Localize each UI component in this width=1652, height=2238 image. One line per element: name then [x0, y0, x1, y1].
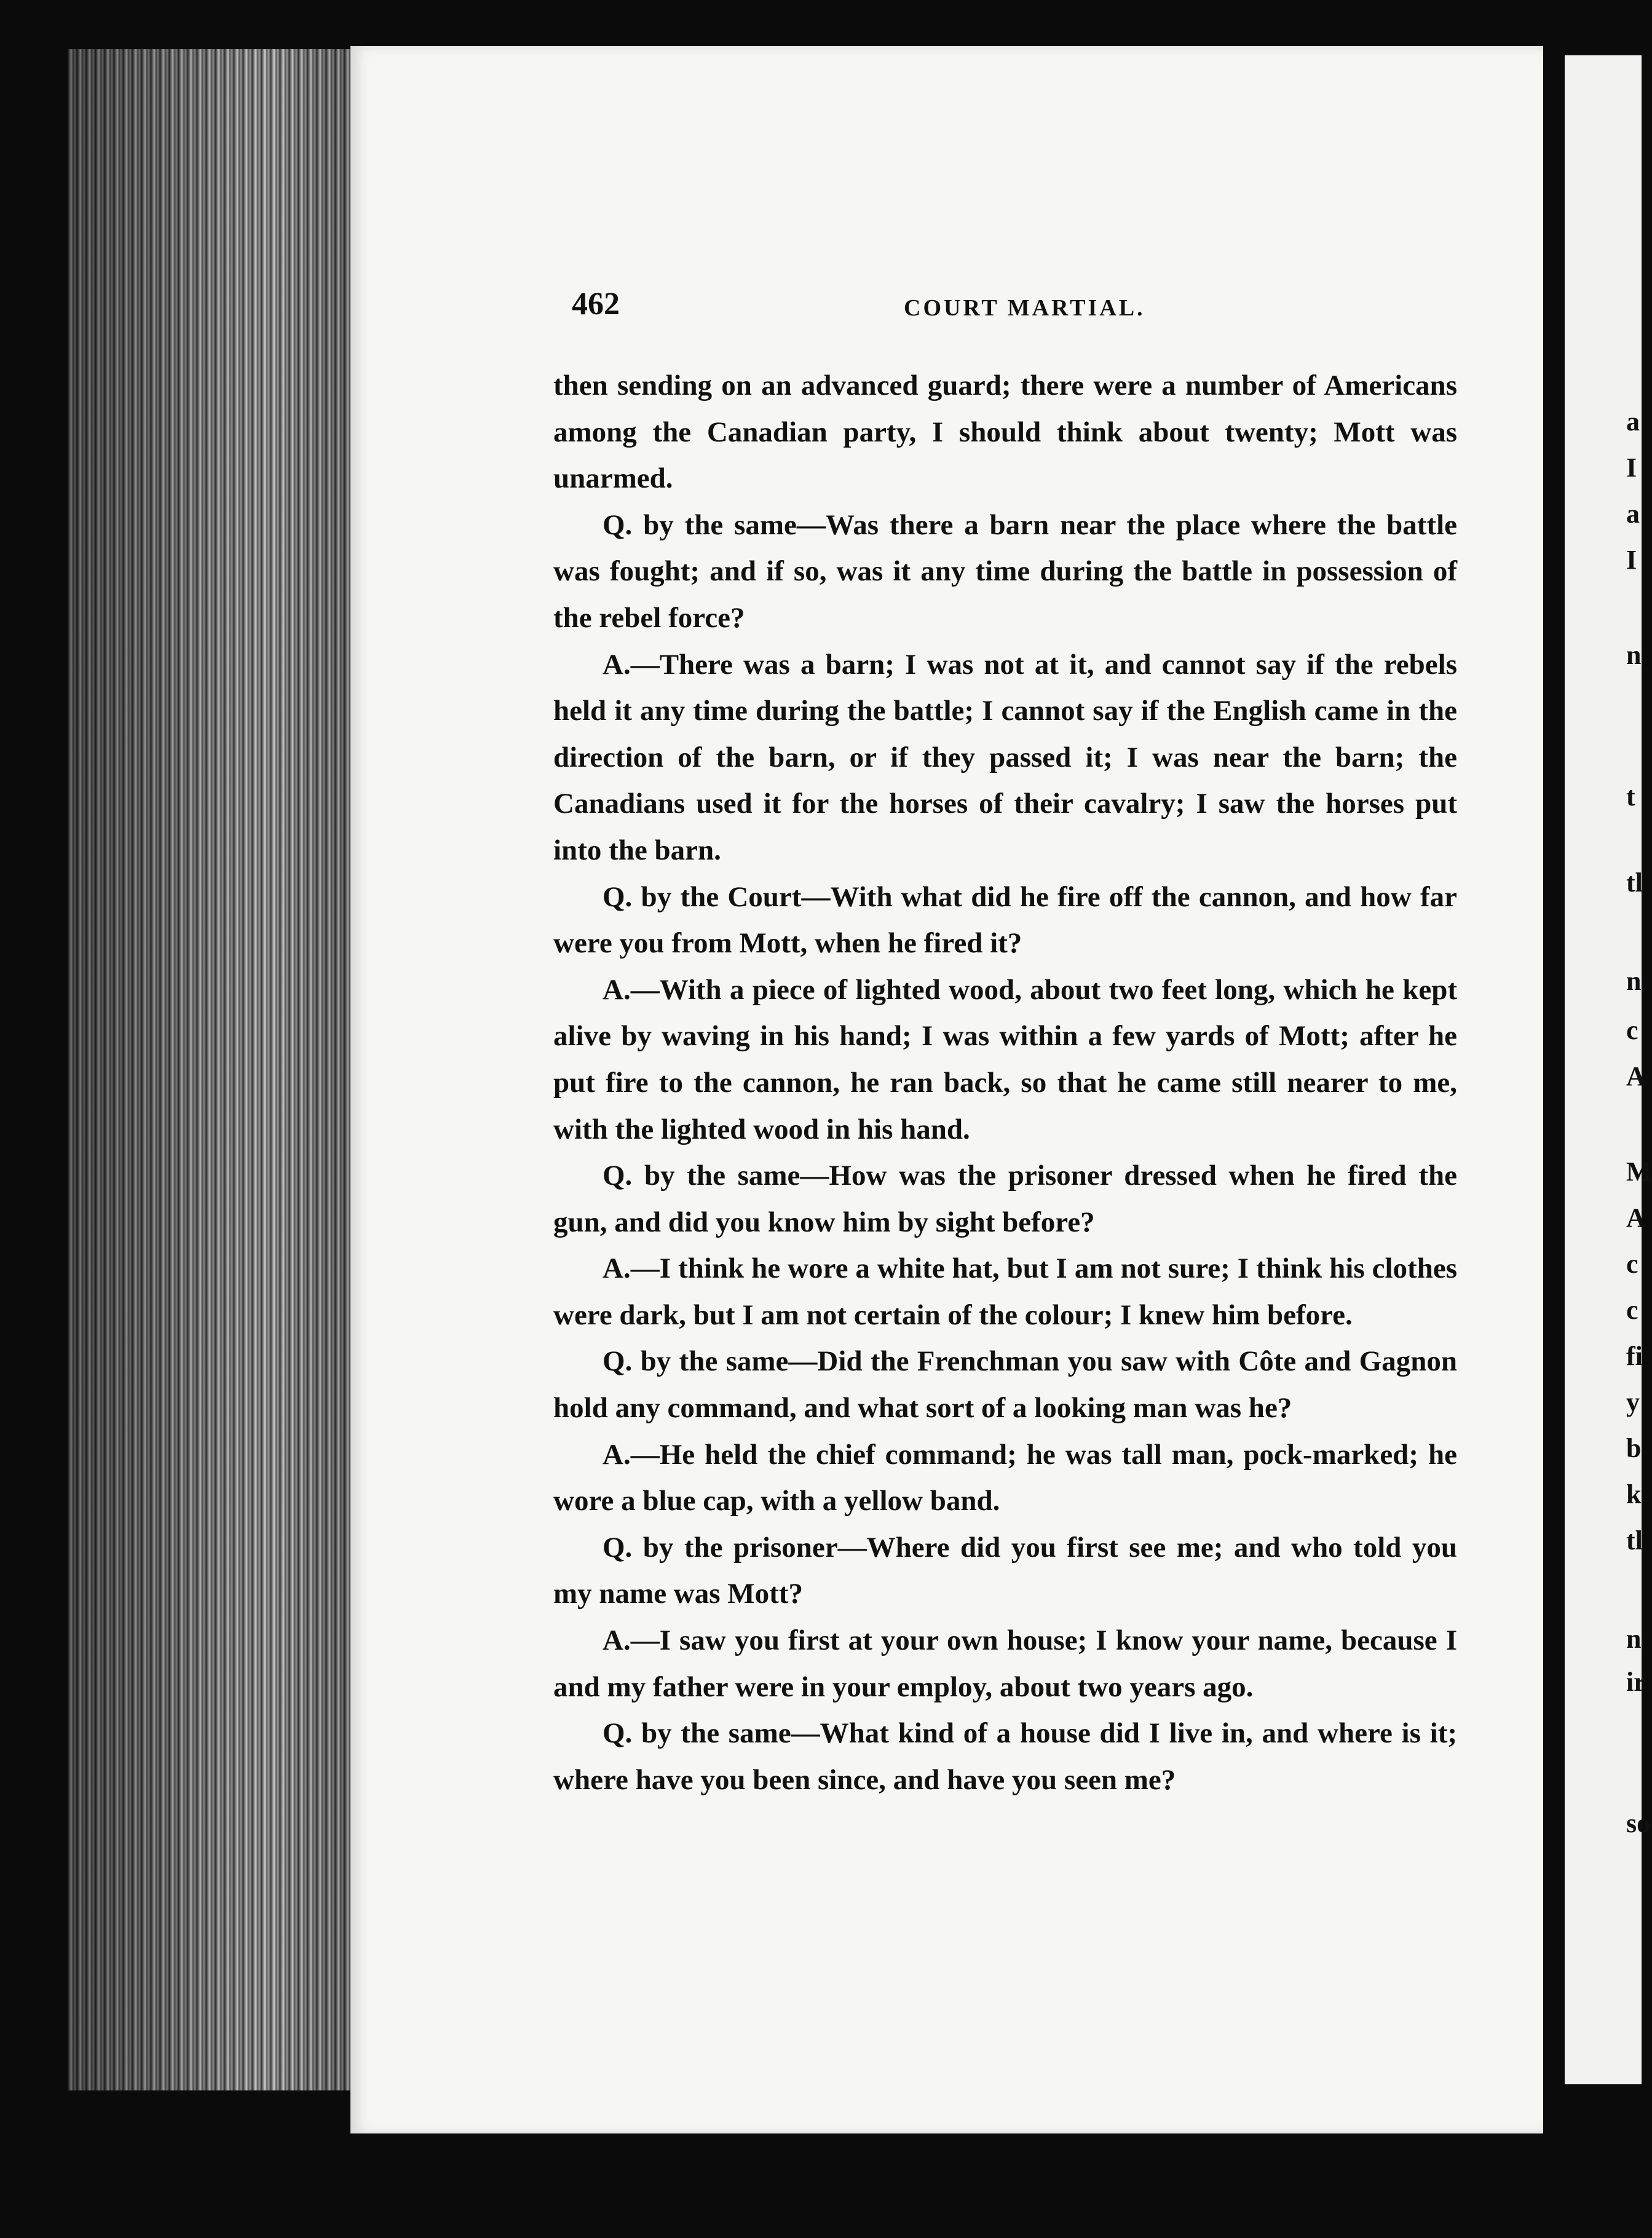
facing-page-fragment: tl	[1626, 868, 1643, 898]
facing-page-fragment: n	[1626, 966, 1642, 996]
paragraph: Q. by the same—What kind of a house did I live in, and where is it; where have you been since, and have you seen me?	[553, 1717, 1457, 1796]
paragraph: A.—I think he wore a white hat, but I am not sure; I think his clothes were dark, but I am not certain of the colour; I knew him before.	[553, 1252, 1457, 1331]
running-title: COURT MARTIAL.	[904, 295, 1145, 321]
paragraph: Q. by the Court—With what did he fire off the cannon, and how far were you from Mott, when he fired it?	[553, 880, 1457, 960]
facing-page-fragment: k	[1626, 1479, 1642, 1509]
paragraph: A.—There was a barn; I was not at it, and cannot say if the rebels held it any time during the battle; I cannot say if the English came in the direction of the barn, or if they passed it; I was near the barn; the Canadians used it for the horses of their cavalry; I saw the horses put into the barn.	[553, 648, 1457, 866]
paragraph: A.—He held the chief command; he was tall man, pock-marked; he wore a blue cap, with a yellow band.	[553, 1438, 1457, 1517]
facing-page-fragment: ir	[1626, 1667, 1646, 1697]
running-head	[572, 286, 1543, 329]
facing-page-fragment: so	[1626, 1808, 1651, 1838]
facing-page-fragment: n	[1626, 1624, 1642, 1654]
paragraph: Q. by the prisoner—Where did you first see me; and who told you my name was Mott?	[553, 1531, 1457, 1610]
facing-page-fragment: n	[1626, 640, 1642, 670]
facing-page-fragment: t	[1626, 781, 1635, 812]
facing-page-fragment: a	[1626, 406, 1640, 437]
facing-page-fragment: c	[1626, 1015, 1638, 1045]
facing-page-fragment: I	[1626, 453, 1637, 483]
facing-page-fragment: c	[1626, 1249, 1638, 1279]
paragraph: A.—I saw you first at your own house; I know your name, because I and my father were in your employ, about two years ago.	[553, 1624, 1457, 1703]
facing-page-fragment: b	[1626, 1433, 1642, 1463]
paragraph: then sending on an advanced guard; there were a number of Americans among the Canadian party, I should think about twenty; Mott was unarmed.	[553, 370, 1457, 495]
facing-page-fragment: c	[1626, 1295, 1638, 1325]
facing-page-fragment: y	[1626, 1387, 1640, 1417]
facing-page-text-fragments	[1626, 0, 1652, 2238]
paragraph: A.—With a piece of lighted wood, about two feet long, which he kept alive by waving in his hand; I was within a few yards of Mott; after he put fire to the cannon, he ran back, so that he came still nearer to me, with the lighted wood in his hand.	[553, 973, 1457, 1145]
facing-page-fragment: M	[1626, 1157, 1652, 1187]
paragraph: Q. by the same—How was the prisoner dressed when he fired the gun, and did you know him by sight before?	[553, 1160, 1457, 1238]
facing-page-fragment: I	[1626, 545, 1637, 575]
page-number: 462	[572, 287, 620, 322]
book-page-edges	[68, 49, 357, 2090]
paragraph: Q. by the same—Was there a barn near the place where the battle was fought; and if so, was it any time during the battle in possession of the rebel force?	[553, 508, 1457, 634]
facing-page-fragment: a	[1626, 499, 1640, 529]
page-body-text	[553, 363, 1457, 1803]
facing-page-fragment: fi	[1626, 1341, 1643, 1371]
facing-page-fragment: A	[1626, 1203, 1646, 1233]
facing-page-fragment: A	[1626, 1061, 1646, 1091]
paragraph: Q. by the same—Did the Frenchman you saw with Côte and Gagnon hold any command, and what sort of a looking man was he?	[553, 1345, 1457, 1425]
facing-page-fragment: tl	[1626, 1525, 1643, 1556]
